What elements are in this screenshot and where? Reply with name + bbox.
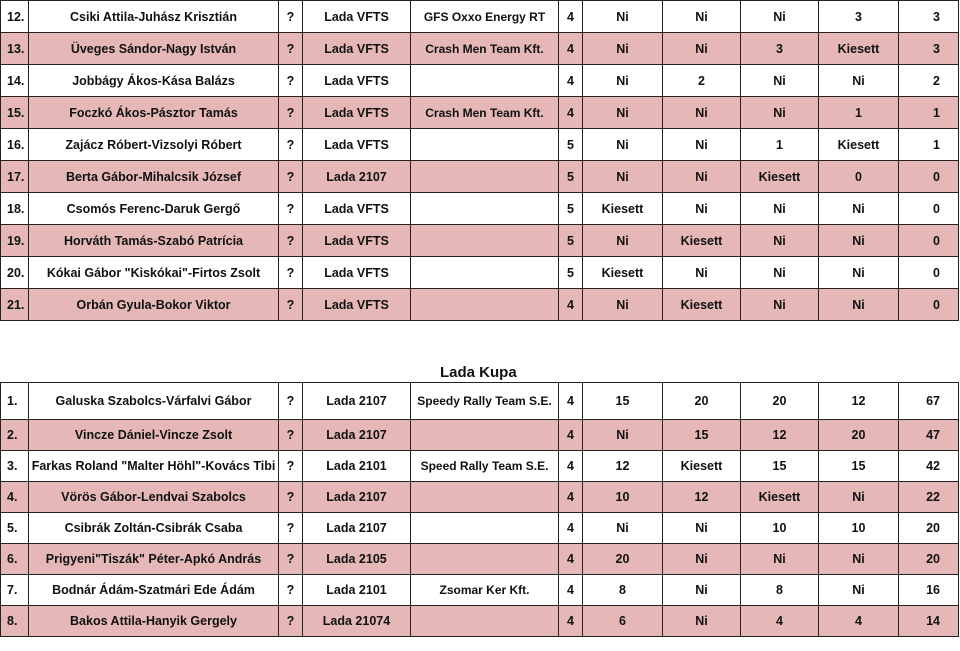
total-points-cell: 3 (899, 33, 959, 65)
team-cell (411, 161, 559, 193)
rank-cell: 8. (1, 606, 29, 637)
table-row (1, 225, 959, 257)
stage-1-cell: 4 (559, 575, 583, 606)
stage-3-cell: Ni (663, 161, 741, 193)
team-cell (411, 65, 559, 97)
total-points-cell: 2 (899, 65, 959, 97)
rank-cell: 13. (1, 33, 29, 65)
stage-4-cell: 20 (741, 383, 819, 420)
total-points-cell: 0 (899, 289, 959, 321)
crew-cell: Csibrák Zoltán-Csibrák Csaba (29, 513, 279, 544)
stage-4-cell: Kiesett (741, 161, 819, 193)
stage-3-cell: Ni (663, 193, 741, 225)
stage-3-cell: Ni (663, 97, 741, 129)
stage-5-cell: Ni (819, 482, 899, 513)
results-table-main (0, 0, 959, 321)
stage-2-cell: 20 (583, 544, 663, 575)
stage-1-cell: 4 (559, 1, 583, 33)
stage-2-cell: 15 (583, 383, 663, 420)
stage-2-cell: Ni (583, 1, 663, 33)
stage-3-cell: 12 (663, 482, 741, 513)
car-cell: Lada VFTS (303, 129, 411, 161)
car-cell: Lada VFTS (303, 225, 411, 257)
crew-cell: Csiki Attila-Juhász Krisztián (29, 1, 279, 33)
car-cell: Lada VFTS (303, 193, 411, 225)
car-cell: Lada VFTS (303, 1, 411, 33)
table-row (1, 33, 959, 65)
total-points-cell: 1 (899, 129, 959, 161)
team-cell (411, 257, 559, 289)
car-cell: Lada 2105 (303, 544, 411, 575)
crew-cell: Horváth Tamás-Szabó Patrícia (29, 225, 279, 257)
total-points-cell: 67 (899, 383, 959, 420)
class-cell: ? (279, 544, 303, 575)
car-cell: Lada VFTS (303, 97, 411, 129)
stage-2-cell: 10 (583, 482, 663, 513)
team-cell (411, 129, 559, 161)
class-cell: ? (279, 482, 303, 513)
stage-3-cell: Ni (663, 129, 741, 161)
table-row (1, 544, 959, 575)
crew-cell: Bakos Attila-Hanyik Gergely (29, 606, 279, 637)
car-cell: Lada VFTS (303, 33, 411, 65)
stage-4-cell: Kiesett (741, 482, 819, 513)
stage-3-cell: Ni (663, 575, 741, 606)
table-row (1, 65, 959, 97)
stage-4-cell: Ni (741, 289, 819, 321)
stage-5-cell: 4 (819, 606, 899, 637)
rank-cell: 20. (1, 257, 29, 289)
class-cell: ? (279, 161, 303, 193)
crew-cell: Zajácz Róbert-Vizsolyi Róbert (29, 129, 279, 161)
stage-2-cell: Ni (583, 129, 663, 161)
stage-5-cell: 10 (819, 513, 899, 544)
crew-cell: Galuska Szabolcs-Várfalvi Gábor (29, 383, 279, 420)
team-cell: Speed Rally Team S.E. (411, 451, 559, 482)
stage-3-cell: Ni (663, 33, 741, 65)
total-points-cell: 0 (899, 225, 959, 257)
stage-2-cell: Kiesett (583, 257, 663, 289)
total-points-cell: 0 (899, 193, 959, 225)
car-cell: Lada 2107 (303, 482, 411, 513)
stage-1-cell: 4 (559, 289, 583, 321)
car-cell: Lada VFTS (303, 65, 411, 97)
class-cell: ? (279, 257, 303, 289)
table-row (1, 129, 959, 161)
stage-2-cell: 6 (583, 606, 663, 637)
team-cell (411, 420, 559, 451)
team-cell (411, 193, 559, 225)
total-points-cell: 22 (899, 482, 959, 513)
table-row (1, 420, 959, 451)
stage-2-cell: Ni (583, 225, 663, 257)
class-cell: ? (279, 383, 303, 420)
stage-3-cell: 20 (663, 383, 741, 420)
crew-cell: Vörös Gábor-Lendvai Szabolcs (29, 482, 279, 513)
stage-4-cell: Ni (741, 225, 819, 257)
team-cell (411, 482, 559, 513)
table-row (1, 1, 959, 33)
class-cell: ? (279, 97, 303, 129)
stage-2-cell: Ni (583, 97, 663, 129)
crew-cell: Bodnár Ádám-Szatmári Ede Ádám (29, 575, 279, 606)
table-row (1, 606, 959, 637)
stage-3-cell: Kiesett (663, 225, 741, 257)
stage-1-cell: 4 (559, 383, 583, 420)
team-cell: Speedy Rally Team S.E. (411, 383, 559, 420)
stage-4-cell: 3 (741, 33, 819, 65)
stage-1-cell: 5 (559, 161, 583, 193)
total-points-cell: 20 (899, 513, 959, 544)
stage-2-cell: Ni (583, 33, 663, 65)
stage-1-cell: 4 (559, 451, 583, 482)
stage-5-cell: Ni (819, 225, 899, 257)
stage-4-cell: Ni (741, 65, 819, 97)
stage-5-cell: 12 (819, 383, 899, 420)
table-row (1, 451, 959, 482)
class-cell: ? (279, 289, 303, 321)
stage-5-cell: Kiesett (819, 33, 899, 65)
stage-3-cell: Kiesett (663, 451, 741, 482)
stage-5-cell: 0 (819, 161, 899, 193)
stage-3-cell: Ni (663, 1, 741, 33)
class-cell: ? (279, 451, 303, 482)
stage-2-cell: Ni (583, 161, 663, 193)
rank-cell: 18. (1, 193, 29, 225)
table-row (1, 383, 959, 420)
stage-1-cell: 4 (559, 513, 583, 544)
stage-1-cell: 5 (559, 193, 583, 225)
lada-kupa-title: Lada Kupa (440, 364, 517, 381)
team-cell: Crash Men Team Kft. (411, 33, 559, 65)
total-points-cell: 16 (899, 575, 959, 606)
table-row (1, 257, 959, 289)
team-cell: Crash Men Team Kft. (411, 97, 559, 129)
stage-2-cell: Kiesett (583, 193, 663, 225)
crew-cell: Vincze Dániel-Vincze Zsolt (29, 420, 279, 451)
crew-cell: Prigyeni"Tiszák" Péter-Apkó András (29, 544, 279, 575)
stage-4-cell: 8 (741, 575, 819, 606)
class-cell: ? (279, 33, 303, 65)
crew-cell: Farkas Roland "Malter Höhl"-Kovács Tibi (29, 451, 279, 482)
team-cell (411, 544, 559, 575)
car-cell: Lada 2107 (303, 420, 411, 451)
stage-3-cell: Ni (663, 544, 741, 575)
rank-cell: 19. (1, 225, 29, 257)
stage-1-cell: 4 (559, 65, 583, 97)
rank-cell: 4. (1, 482, 29, 513)
crew-cell: Üveges Sándor-Nagy István (29, 33, 279, 65)
total-points-cell: 3 (899, 1, 959, 33)
stage-4-cell: 1 (741, 129, 819, 161)
stage-4-cell: Ni (741, 193, 819, 225)
total-points-cell: 1 (899, 97, 959, 129)
rank-cell: 7. (1, 575, 29, 606)
car-cell: Lada 21074 (303, 606, 411, 637)
stage-2-cell: Ni (583, 420, 663, 451)
class-cell: ? (279, 606, 303, 637)
stage-3-cell: Ni (663, 606, 741, 637)
stage-5-cell: Ni (819, 257, 899, 289)
table-row (1, 575, 959, 606)
table-row (1, 513, 959, 544)
stage-4-cell: Ni (741, 544, 819, 575)
team-cell (411, 289, 559, 321)
class-cell: ? (279, 225, 303, 257)
crew-cell: Berta Gábor-Mihalcsik József (29, 161, 279, 193)
rank-cell: 15. (1, 97, 29, 129)
results-table-lada-kupa (0, 382, 959, 637)
rank-cell: 14. (1, 65, 29, 97)
stage-5-cell: Ni (819, 289, 899, 321)
stage-2-cell: Ni (583, 513, 663, 544)
stage-5-cell: Ni (819, 193, 899, 225)
stage-4-cell: 4 (741, 606, 819, 637)
stage-3-cell: Kiesett (663, 289, 741, 321)
rank-cell: 2. (1, 420, 29, 451)
stage-5-cell: 15 (819, 451, 899, 482)
stage-4-cell: Ni (741, 1, 819, 33)
car-cell: Lada 2107 (303, 383, 411, 420)
team-cell: Zsomar Ker Kft. (411, 575, 559, 606)
table-row (1, 193, 959, 225)
car-cell: Lada 2101 (303, 451, 411, 482)
stage-4-cell: 15 (741, 451, 819, 482)
rank-cell: 21. (1, 289, 29, 321)
stage-1-cell: 4 (559, 33, 583, 65)
stage-5-cell: Kiesett (819, 129, 899, 161)
rank-cell: 17. (1, 161, 29, 193)
rank-cell: 5. (1, 513, 29, 544)
table-row (1, 161, 959, 193)
car-cell: Lada 2107 (303, 161, 411, 193)
class-cell: ? (279, 513, 303, 544)
stage-3-cell: Ni (663, 513, 741, 544)
table-row (1, 482, 959, 513)
class-cell: ? (279, 193, 303, 225)
team-cell (411, 513, 559, 544)
class-cell: ? (279, 129, 303, 161)
stage-3-cell: 15 (663, 420, 741, 451)
stage-1-cell: 5 (559, 257, 583, 289)
stage-5-cell: Ni (819, 65, 899, 97)
car-cell: Lada VFTS (303, 289, 411, 321)
stage-5-cell: Ni (819, 544, 899, 575)
stage-5-cell: 20 (819, 420, 899, 451)
crew-cell: Orbán Gyula-Bokor Viktor (29, 289, 279, 321)
class-cell: ? (279, 1, 303, 33)
stage-3-cell: Ni (663, 257, 741, 289)
table-row (1, 97, 959, 129)
crew-cell: Foczkó Ákos-Pásztor Tamás (29, 97, 279, 129)
stage-2-cell: 12 (583, 451, 663, 482)
car-cell: Lada 2107 (303, 513, 411, 544)
class-cell: ? (279, 420, 303, 451)
stage-2-cell: 8 (583, 575, 663, 606)
car-cell: Lada 2101 (303, 575, 411, 606)
stage-1-cell: 4 (559, 544, 583, 575)
crew-cell: Kókai Gábor "Kiskókai"-Firtos Zsolt (29, 257, 279, 289)
total-points-cell: 0 (899, 257, 959, 289)
stage-4-cell: 12 (741, 420, 819, 451)
stage-5-cell: 3 (819, 1, 899, 33)
total-points-cell: 42 (899, 451, 959, 482)
crew-cell: Csomós Ferenc-Daruk Gergő (29, 193, 279, 225)
stage-1-cell: 4 (559, 606, 583, 637)
rank-cell: 16. (1, 129, 29, 161)
total-points-cell: 14 (899, 606, 959, 637)
stage-1-cell: 4 (559, 482, 583, 513)
stage-3-cell: 2 (663, 65, 741, 97)
stage-2-cell: Ni (583, 289, 663, 321)
stage-4-cell: Ni (741, 97, 819, 129)
team-cell: GFS Oxxo Energy RT (411, 1, 559, 33)
stage-2-cell: Ni (583, 65, 663, 97)
stage-4-cell: 10 (741, 513, 819, 544)
class-cell: ? (279, 65, 303, 97)
rank-cell: 12. (1, 1, 29, 33)
team-cell (411, 606, 559, 637)
total-points-cell: 47 (899, 420, 959, 451)
stage-4-cell: Ni (741, 257, 819, 289)
crew-cell: Jobbágy Ákos-Kása Balázs (29, 65, 279, 97)
rank-cell: 6. (1, 544, 29, 575)
total-points-cell: 0 (899, 161, 959, 193)
table-row (1, 289, 959, 321)
total-points-cell: 20 (899, 544, 959, 575)
class-cell: ? (279, 575, 303, 606)
stage-1-cell: 5 (559, 129, 583, 161)
car-cell: Lada VFTS (303, 257, 411, 289)
stage-5-cell: Ni (819, 575, 899, 606)
stage-1-cell: 4 (559, 420, 583, 451)
stage-1-cell: 5 (559, 225, 583, 257)
rank-cell: 3. (1, 451, 29, 482)
stage-1-cell: 4 (559, 97, 583, 129)
stage-5-cell: 1 (819, 97, 899, 129)
rank-cell: 1. (1, 383, 29, 420)
team-cell (411, 225, 559, 257)
